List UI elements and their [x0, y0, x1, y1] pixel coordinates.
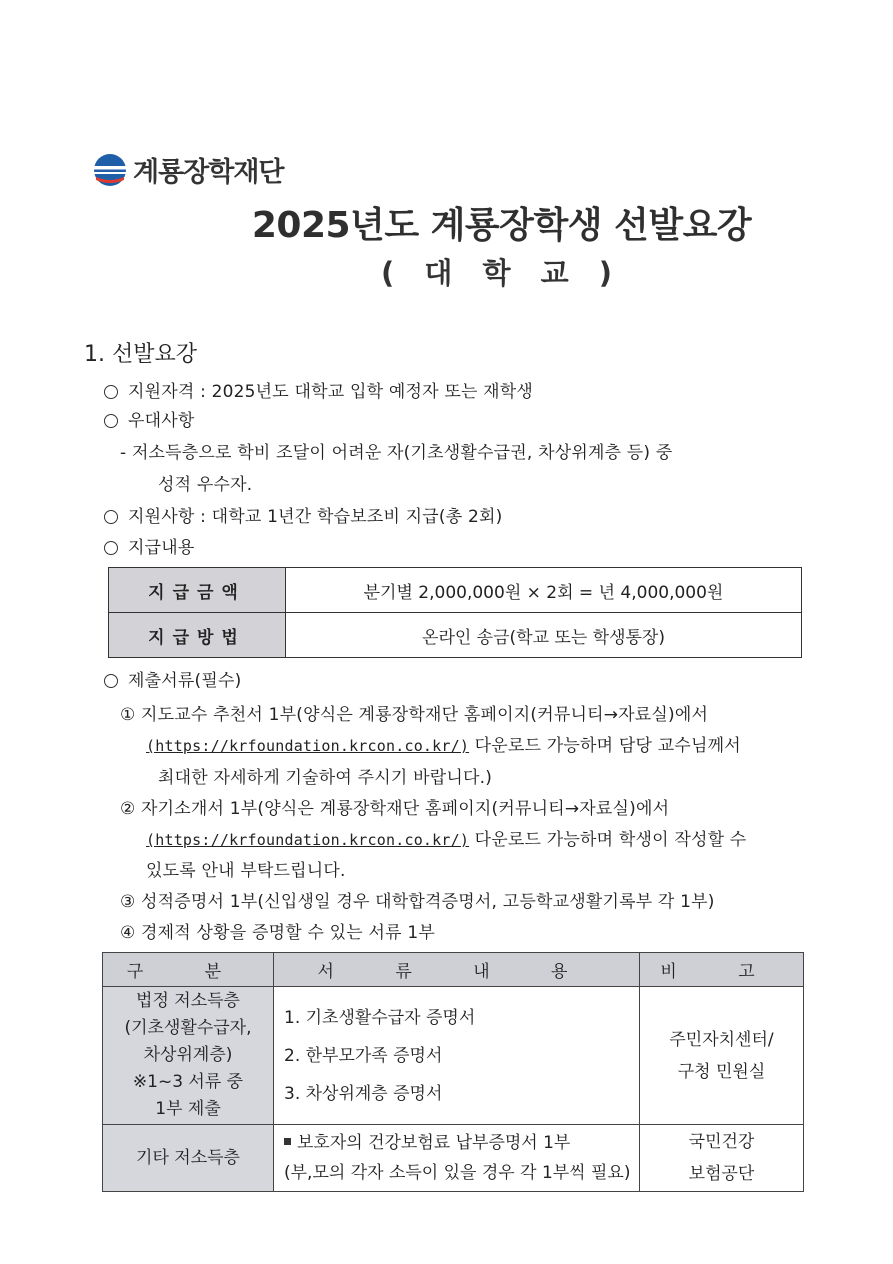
circle-bullet-icon	[104, 414, 118, 428]
page-title: 2025년도 계룡장학생 선발요강	[251, 205, 752, 246]
payment-method-label: 지급방법	[109, 613, 286, 658]
circle-bullet-icon	[104, 674, 118, 688]
preference-line-2: 성적 우수자.	[158, 475, 253, 495]
doc2-line-3: 있도록 안내 부탁드립니다.	[146, 861, 346, 881]
doc1-line-3: 최대한 자세하게 기술하여 주시기 바랍니다.)	[158, 768, 493, 788]
documents-table	[102, 952, 804, 1192]
payment-amount-value: 분기별 2,000,000원 × 2회 = 년 4,000,000원	[286, 568, 802, 613]
table-row	[103, 1125, 804, 1192]
payment-table	[108, 567, 802, 658]
category-cell: 법정 저소득층 (기초생활수급자, 차상위계층) ※1~3 서류 중 1부 제출	[103, 987, 274, 1125]
table-header-row	[103, 953, 804, 987]
note-cell: 주민자치센터/ 구청 민원실	[640, 987, 804, 1125]
homepage-link[interactable]: (https://krfoundation.krcon.co.kr/)	[146, 831, 470, 849]
payment-method-value: 온라인 송금(학교 또는 학생통장)	[286, 613, 802, 658]
circle-bullet-icon	[104, 385, 118, 399]
doc1-line-1: ① 지도교수 추천서 1부(양식은 계룡장학재단 홈페이지(커뮤니티→자료실)에서	[120, 705, 709, 725]
doc2-line-1: ② 자기소개서 1부(양식은 계룡장학재단 홈페이지(커뮤니티→자료실)에서	[120, 799, 670, 819]
square-bullet-icon	[284, 1138, 291, 1145]
category-cell: 기타 저소득층	[103, 1125, 274, 1192]
table-row	[103, 987, 804, 1125]
preference-label-line: 우대사항	[104, 406, 195, 431]
doc1-line-2: (https://krfoundation.krcon.co.kr/) 다운로드 가능하며 담당 교수님께서	[146, 736, 741, 756]
preference-line-1: - 저소득층으로 학비 조달이 어려운 자(기초생활수급권, 차상위계층 등) 중	[120, 443, 673, 463]
table-row	[109, 568, 802, 613]
column-header-category: 구 분	[103, 953, 274, 987]
table-row	[109, 613, 802, 658]
circle-bullet-icon	[104, 510, 118, 524]
homepage-link[interactable]: (https://krfoundation.krcon.co.kr/)	[146, 737, 470, 755]
doc3-line: ③ 성적증명서 1부(신입생일 경우 대학합격증명서, 고등학교생활기록부 각 1부)	[120, 892, 715, 912]
foundation-logo-icon	[93, 153, 127, 187]
documents-label-line: 제출서류(필수)	[104, 666, 241, 691]
column-header-contents: 서 류 내 용	[274, 953, 640, 987]
eligibility-line: 지원자격 : 2025년도 대학교 입학 예정자 또는 재학생	[104, 377, 533, 402]
doc2-line-2: (https://krfoundation.krcon.co.kr/) 다운로드 가능하며 학생이 작성할 수	[146, 830, 747, 850]
column-header-note: 비 고	[640, 953, 804, 987]
contents-cell: 1. 기초생활수급자 증명서 2. 한부모가족 증명서 3. 차상위계층 증명서	[274, 987, 640, 1125]
logo-text: 계룡장학재단	[133, 157, 284, 188]
circle-bullet-icon	[104, 541, 118, 555]
section-heading: 1. 선발요강	[84, 342, 197, 367]
support-line: 지원사항 : 대학교 1년간 학습보조비 지급(총 2회)	[104, 502, 502, 527]
contents-cell: 보호자의 건강보험료 납부증명서 1부 (부,모의 각자 소득이 있을 경우 각 1부씩 필요)	[274, 1125, 640, 1192]
payment-label-line: 지급내용	[104, 533, 195, 558]
doc4-line: ④ 경제적 상황을 증명할 수 있는 서류 1부	[120, 923, 436, 943]
payment-amount-label: 지급금액	[109, 568, 286, 613]
page-subtitle: ( 대 학 교 )	[381, 256, 622, 290]
note-cell: 국민건강 보험공단	[640, 1125, 804, 1192]
foundation-logo	[93, 150, 284, 189]
